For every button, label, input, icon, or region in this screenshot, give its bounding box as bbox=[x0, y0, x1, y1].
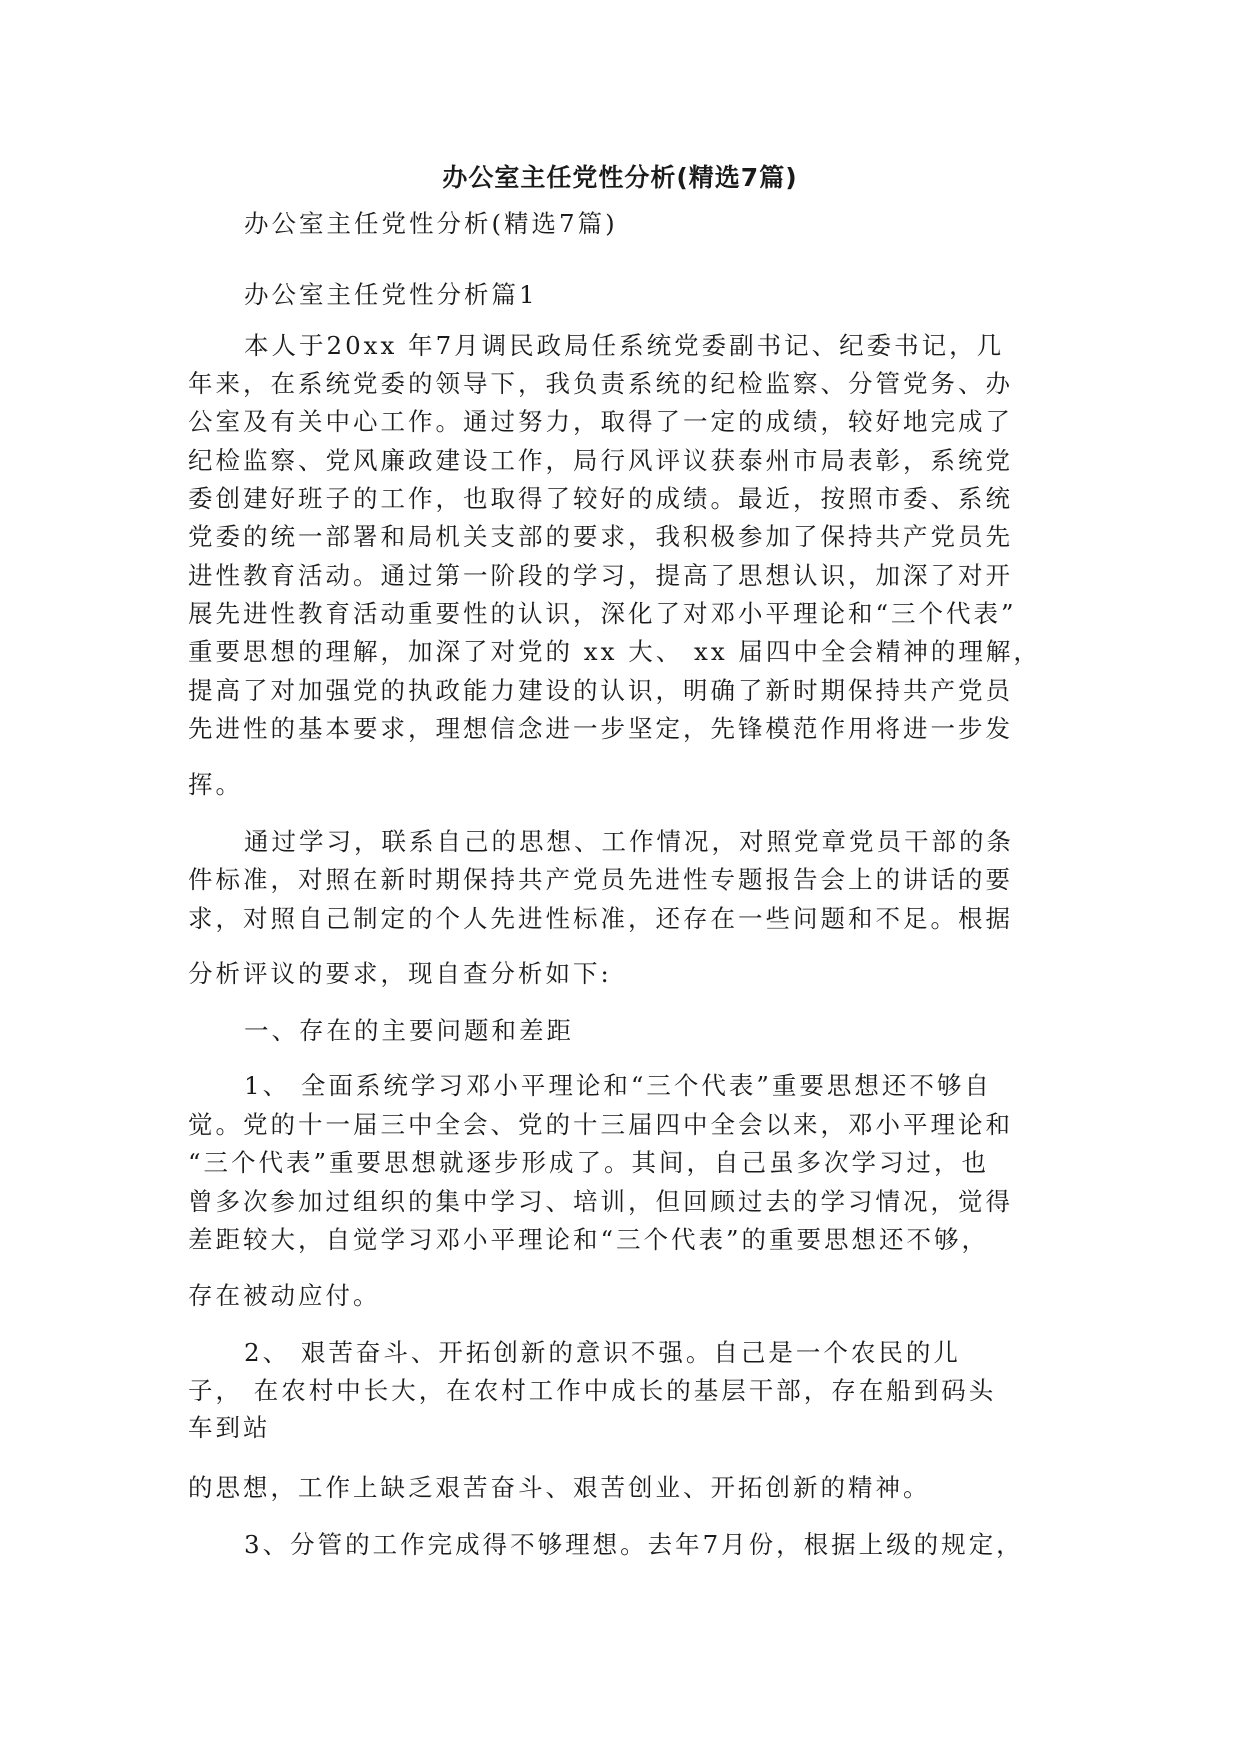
text-line: “三个代表”重要思想就逐步形成了。其间，自己虽多次学习过，也 bbox=[188, 1148, 990, 1177]
text-line: 党委的统一部署和局机关支部的要求，我积极参加了保持共产党员先 bbox=[188, 522, 1013, 551]
text-line: 件标准，对照在新时期保持共产党员先进性专题报告会上的讲话的要 bbox=[188, 865, 1013, 894]
text-line: 的思想，工作上缺乏艰苦奋斗、艰苦创业、开拓创新的精神。 bbox=[188, 1473, 931, 1502]
subtitle-line: 办公室主任党性分析(精选7篇) bbox=[244, 209, 618, 238]
text-line: 提高了对加强党的执政能力建设的认识，明确了新时期保持共产党员 bbox=[188, 676, 1013, 705]
text-line: 差距较大，自觉学习邓小平理论和“三个代表”的重要思想还不够， bbox=[188, 1225, 990, 1254]
text-line: 2、 艰苦奋斗、开拓创新的意识不强。自己是一个农民的儿 bbox=[244, 1338, 961, 1367]
text-line: 挥。 bbox=[188, 770, 243, 799]
document-title: 办公室主任党性分析(精选7篇) bbox=[442, 163, 798, 192]
text-line: 3、分管的工作完成得不够理想。去年7月份，根据上级的规定， bbox=[244, 1530, 1024, 1559]
text-line: 1、 全面系统学习邓小平理论和“三个代表”重要思想还不够自 bbox=[244, 1071, 992, 1100]
text-line: 曾多次参加过组织的集中学习、培训，但回顾过去的学习情况，觉得 bbox=[188, 1187, 1013, 1216]
text-line: 存在被动应付。 bbox=[188, 1281, 381, 1310]
section-heading: 一、存在的主要问题和差距 bbox=[244, 1016, 574, 1045]
text-line: 车到站 bbox=[188, 1413, 271, 1442]
text-line: 重要思想的理解，加深了对党的 xx 大、 xx 届四中全会精神的理解， bbox=[188, 637, 1041, 666]
text-line: 委创建好班子的工作，也取得了较好的成绩。最近，按照市委、系统 bbox=[188, 484, 1013, 513]
text-line: 先进性的基本要求，理想信念进一步坚定，先锋模范作用将进一步发 bbox=[188, 714, 1013, 743]
text-line: 求，对照自己制定的个人先进性标准，还存在一些问题和不足。根据 bbox=[188, 904, 1013, 933]
text-line: 觉。党的十一届三中全会、党的十三届四中全会以来，邓小平理论和 bbox=[188, 1110, 1013, 1139]
text-line: 通过学习，联系自己的思想、工作情况，对照党章党员干部的条 bbox=[244, 827, 1014, 856]
text-line: 进性教育活动。通过第一阶段的学习，提高了思想认识，加深了对开 bbox=[188, 561, 1013, 590]
text-line: 年来，在系统党委的领导下，我负责系统的纪检监察、分管党务、办 bbox=[188, 369, 1013, 398]
text-line: 展先进性教育活动重要性的认识，深化了对邓小平理论和“三个代表” bbox=[188, 599, 1017, 628]
text-line: 公室及有关中心工作。通过努力，取得了一定的成绩，较好地完成了 bbox=[188, 407, 1013, 436]
text-line: 纪检监察、党风廉政建设工作，局行风评议获泰州市局表彰，系统党 bbox=[188, 446, 1013, 475]
section-heading: 办公室主任党性分析篇1 bbox=[244, 280, 538, 309]
text-line: 分析评议的要求，现自查分析如下: bbox=[188, 959, 612, 988]
text-line: 子， 在农村中长大，在农村工作中成长的基层干部，存在船到码头 bbox=[188, 1376, 997, 1405]
text-line: 本人于20xx 年7月调民政局任系统党委副书记、纪委书记，几 bbox=[244, 331, 1005, 360]
